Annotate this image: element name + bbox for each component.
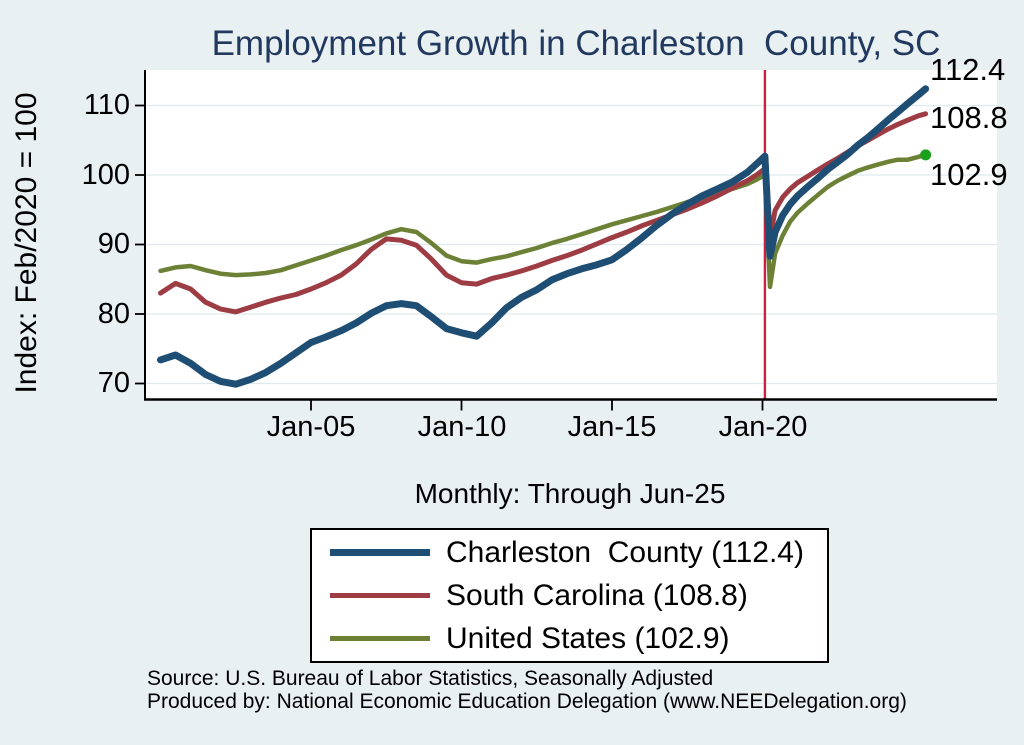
x-tick-label-jan15: Jan-15 [567,411,657,443]
produced-by-note: Produced by: National Economic Education Delegation (www.NEEDelegation.org) [147,690,907,713]
legend-box [310,528,829,663]
chart-subtitle: Monthly: Through Jun-25 [414,478,726,509]
x-tick-label-jan05: Jan-05 [266,411,356,443]
y-tick-label-110: 110 [83,89,130,121]
end-value-label-south-carolina: 108.8 [930,100,1008,135]
source-note: Source: U.S. Bureau of Labor Statistics, Seasonally Adjusted [147,667,714,690]
legend-label-united-states: United States (102.9) [446,621,730,655]
y-tick-label-100: 100 [81,159,130,191]
end-value-label-charleston: 112.4 [930,52,1006,87]
legend-line-swatch-united-states [330,636,430,641]
legend-line-swatch-charleston [330,549,430,556]
y-tick-label-90: 90 [97,228,130,260]
legend-item-south-carolina [330,579,827,613]
legend-label-charleston: Charleston County (112.4) [446,535,804,569]
legend-item-charleston-county [330,536,827,570]
end-value-label-united-states: 102.9 [930,157,1008,192]
y-tick-label-70: 70 [97,367,130,399]
y-tick-label-80: 80 [97,298,130,330]
plot-area [145,70,997,400]
legend-item-united-states [330,622,827,656]
y-axis-title: Index: Feb/2020 = 100 [10,92,43,394]
x-tick-label-jan10: Jan-10 [417,411,507,443]
x-tick-label-jan20: Jan-20 [718,411,808,443]
chart-title: Employment Growth in Charleston County, SC [211,24,941,63]
legend-label-south-carolina: South Carolina (108.8) [446,578,748,612]
legend-line-swatch-south-carolina [330,593,430,598]
